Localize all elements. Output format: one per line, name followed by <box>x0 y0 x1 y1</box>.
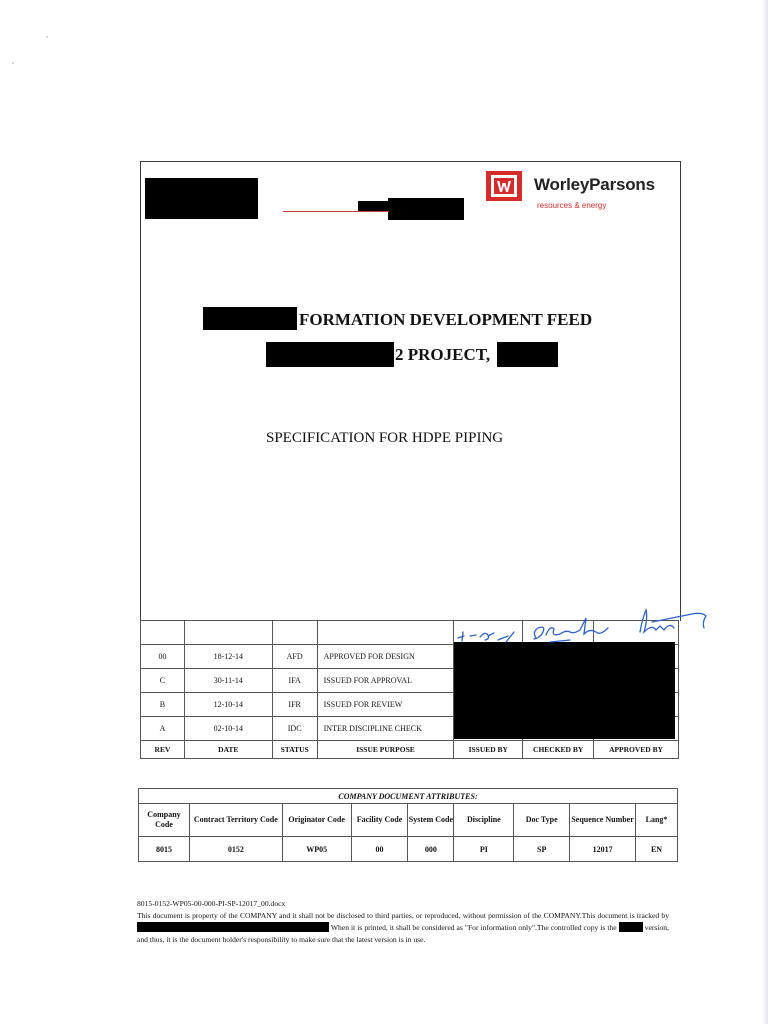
document-attributes-table <box>138 788 678 862</box>
redaction-block <box>358 201 389 211</box>
column-header: APPROVED BY <box>594 741 679 759</box>
redaction-block <box>266 342 394 367</box>
attribute-value: 00 <box>351 837 408 862</box>
scan-speck <box>46 36 48 38</box>
attribute-value: EN <box>636 837 678 862</box>
rev-cell: A <box>141 717 185 741</box>
attribute-value: 12017 <box>570 837 636 862</box>
notice-text: When it is printed, it shall be considered as "For information only".The controlled copy is the <box>330 923 617 932</box>
attribute-value: PI <box>454 837 514 862</box>
document-title: SPECIFICATION FOR HDPE PIPING <box>266 430 504 446</box>
date-cell: 02-10-14 <box>184 717 272 741</box>
attribute-value: 8015 <box>139 837 190 862</box>
notice-text: version, and thus, it is the document holder's responsibility to make sure that the latest version is in use. <box>137 923 669 944</box>
column-header: Lang* <box>636 804 678 837</box>
column-header: DATE <box>184 741 272 759</box>
column-header: Company Code <box>139 804 190 837</box>
purpose-cell: INTER DISCIPLINE CHECK <box>317 717 454 741</box>
attributes-caption: COMPANY DOCUMENT ATTRIBUTES: <box>139 789 678 804</box>
purpose-cell: APPROVED FOR DESIGN <box>317 645 454 669</box>
cover-frame <box>140 161 681 621</box>
handwritten-signatures <box>450 598 715 643</box>
purpose-cell: ISSUED FOR REVIEW <box>317 693 454 717</box>
table-row <box>139 837 678 862</box>
brand-name: WorleyParsons <box>534 175 655 194</box>
project-title-line1: FORMATION DEVELOPMENT FEED <box>299 310 593 329</box>
status-cell: IFR <box>272 693 317 717</box>
table-header-row <box>141 741 679 759</box>
worleyparsons-logo-icon <box>486 171 522 201</box>
attribute-value: WP05 <box>282 837 351 862</box>
attribute-value: 000 <box>408 837 454 862</box>
rev-cell: B <box>141 693 185 717</box>
column-header: CHECKED BY <box>523 741 594 759</box>
redaction-block <box>497 342 558 367</box>
status-cell: IDC <box>272 717 317 741</box>
column-header: Facility Code <box>351 804 408 837</box>
notice-text: This document is property of the COMPANY and it shall not be disclosed to third parties, or reproduced, without permission of the COMPANY.This document is tracked by <box>137 911 669 920</box>
page-edge-shadow <box>762 0 768 1024</box>
status-cell: AFD <box>272 645 317 669</box>
column-header: STATUS <box>272 741 317 759</box>
rev-cell: C <box>141 669 185 693</box>
column-header: Discipline <box>454 804 514 837</box>
redaction-block <box>203 307 297 330</box>
column-header: ISSUE PURPOSE <box>317 741 454 759</box>
redaction-block <box>137 922 329 932</box>
date-cell: 12-10-14 <box>184 693 272 717</box>
redaction-block <box>145 178 258 219</box>
rev-cell: 00 <box>141 645 185 669</box>
column-header: Contract Territory Code <box>189 804 282 837</box>
column-header: ISSUED BY <box>454 741 523 759</box>
date-cell: 18-12-14 <box>184 645 272 669</box>
document-filename: 8015-0152-WP05-00-000-PI-SP-12017_00.docx <box>137 899 286 908</box>
column-header: Originator Code <box>282 804 351 837</box>
column-header: Doc Type <box>514 804 570 837</box>
project-title-line2: 2 PROJECT, <box>395 345 491 364</box>
document-footer <box>137 898 669 946</box>
purpose-cell: ISSUED FOR APPROVAL <box>317 669 454 693</box>
date-cell: 30-11-14 <box>184 669 272 693</box>
redaction-block <box>388 198 464 220</box>
brand-tagline: resources & energy <box>537 201 607 210</box>
column-header: Sequence Number <box>570 804 636 837</box>
redaction-block <box>454 642 675 739</box>
scan-speck <box>12 62 14 64</box>
header-rule <box>283 211 389 212</box>
table-header-row <box>139 804 678 837</box>
status-cell: IFA <box>272 669 317 693</box>
attribute-value: SP <box>514 837 570 862</box>
attribute-value: 0152 <box>189 837 282 862</box>
redaction-block <box>619 922 643 932</box>
column-header: REV <box>141 741 185 759</box>
confidentiality-notice <box>137 910 669 946</box>
column-header: System Code <box>408 804 454 837</box>
